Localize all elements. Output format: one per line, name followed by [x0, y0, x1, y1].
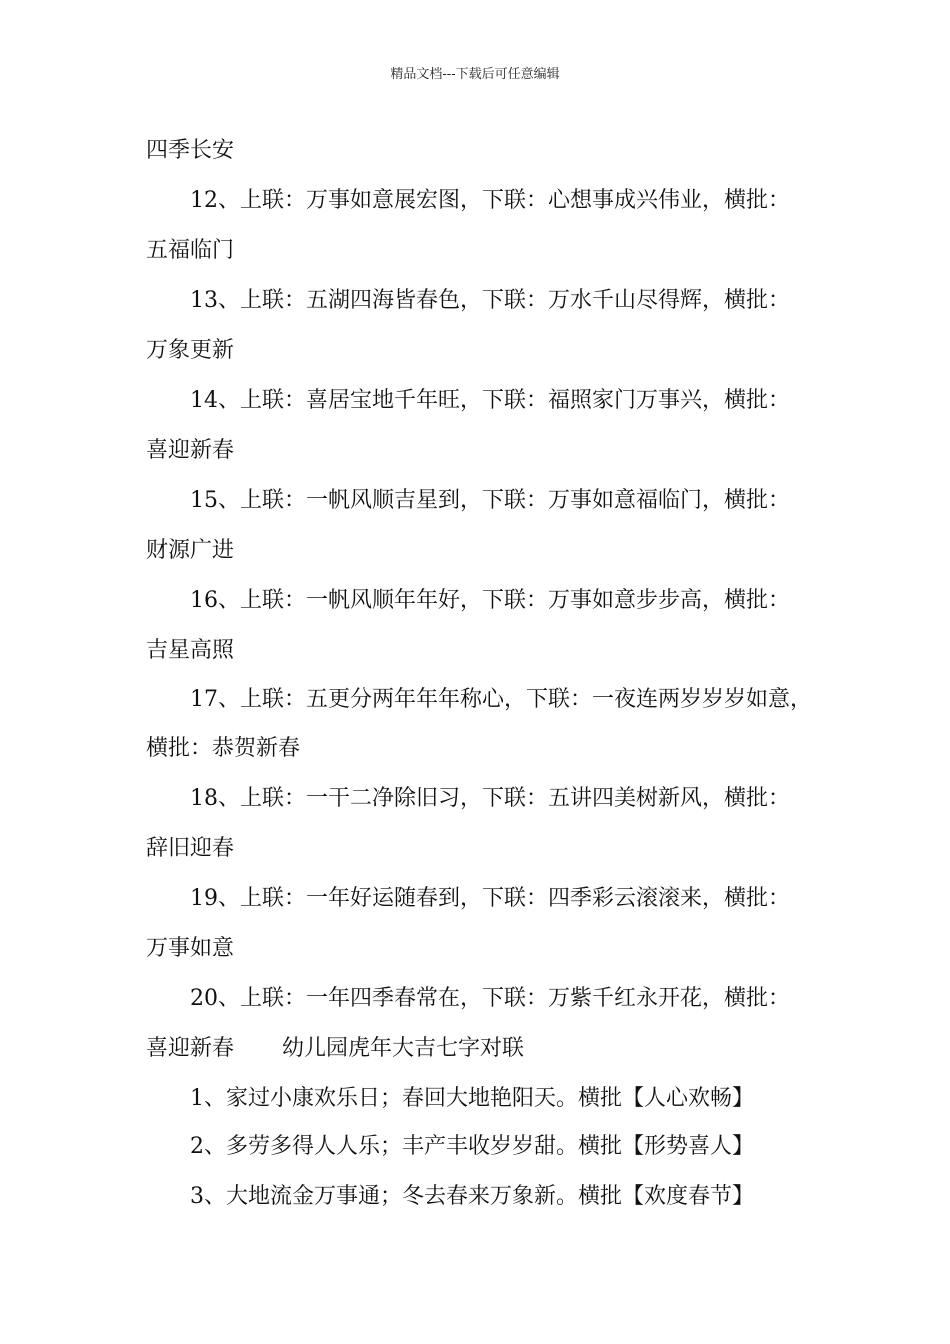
text-line: 19、上联：一年好运随春到，下联：四季彩云滚滚来，横批：: [190, 886, 790, 911]
text-line: 横批：恭贺新春: [146, 736, 301, 761]
text-line: 财源广进: [146, 538, 235, 563]
text-line: 喜迎新春: [146, 438, 235, 463]
text-line: 辞旧迎春: [146, 836, 235, 861]
text-line: 万事如意: [146, 936, 235, 961]
text-line: 万象更新: [146, 338, 235, 363]
text-line: 14、上联：喜居宝地千年旺，下联：福照家门万事兴，横批：: [190, 388, 790, 413]
text-line: 20、上联：一年四季春常在，下联：万紫千红永开花，横批：: [190, 986, 790, 1011]
text-line: 吉星高照: [146, 638, 235, 663]
text-line: 17、上联：五更分两年年年称心，下联：一夜连两岁岁岁如意，: [190, 687, 812, 712]
text-line: 18、上联：一干二净除旧习，下联：五讲四美树新风，横批：: [190, 786, 790, 811]
text-line: 16、上联：一帆风顺年年好，下联：万事如意步步高，横批：: [190, 588, 790, 613]
text-line: 12、上联：万事如意展宏图，下联：心想事成兴伟业，横批：: [190, 188, 790, 213]
list-item: 3、大地流金万事通；冬去春来万象新。横批【欢度春节】: [190, 1184, 754, 1209]
text-line: 五福临门: [146, 238, 235, 263]
text-line: 13、上联：五湖四海皆春色，下联：万水千山尽得辉，横批：: [190, 288, 790, 313]
page-header: 精品文档---下载后可任意编辑: [390, 67, 560, 82]
text-line: 四季长安: [146, 138, 235, 163]
list-item: 1、家过小康欢乐日；春回大地艳阳天。横批【人心欢畅】: [190, 1086, 754, 1111]
text-line: 15、上联：一帆风顺吉星到，下联：万事如意福临门，横批：: [190, 488, 790, 513]
text-line-fragment: 喜迎新春: [146, 1036, 235, 1061]
text-line-with-heading: [146, 1034, 524, 1064]
section-title: 幼儿园虎年大吉七字对联: [282, 1036, 525, 1061]
list-item: 2、多劳多得人人乐；丰产丰收岁岁甜。横批【形势喜人】: [190, 1134, 754, 1159]
